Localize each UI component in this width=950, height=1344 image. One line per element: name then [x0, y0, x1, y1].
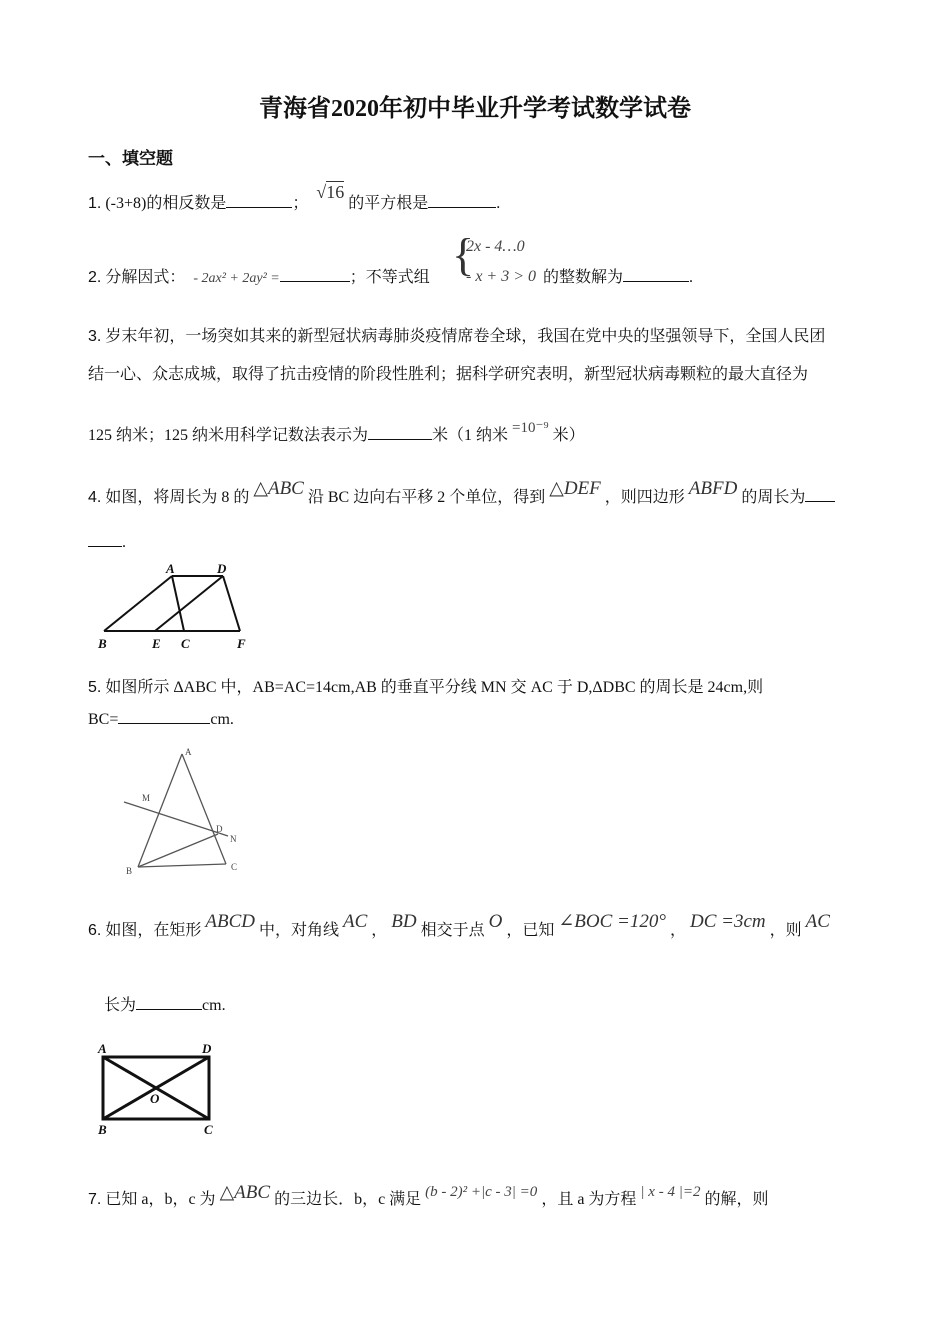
q1-end: .: [496, 195, 501, 212]
question-number: 1.: [88, 195, 102, 212]
rect-abcd: ABCD: [205, 911, 255, 932]
question-number: 5.: [88, 679, 102, 696]
inequality-1: 2x - 4…0: [466, 238, 525, 255]
length-dc: DC =3cm: [689, 911, 766, 932]
question-number: 7.: [88, 1191, 102, 1208]
answer-blank[interactable]: [428, 207, 496, 208]
line-ab: [104, 576, 172, 631]
q6-text-1: 如图，在矩形: [105, 922, 202, 939]
q7-text-2: 的三边长．b，c 满足: [274, 1191, 422, 1208]
q2-tail: [543, 264, 693, 287]
q1-text-2: 的平方根是: [348, 195, 429, 212]
q6-text-5: ，则: [769, 922, 802, 939]
q1-sep: ；: [292, 195, 309, 212]
label-c: C: [204, 1122, 213, 1137]
answer-blank-continued[interactable]: [88, 546, 122, 547]
answer-blank[interactable]: [226, 207, 292, 208]
label-m: M: [142, 793, 151, 803]
question-5-line-1: [88, 674, 763, 697]
q6-text-3: 相交于点: [420, 922, 485, 939]
q2-text-2: 的整数解为: [543, 269, 624, 286]
answer-blank[interactable]: [118, 723, 210, 724]
inequality-2: - x + 3 > 0: [466, 268, 537, 285]
point-o: O: [488, 911, 503, 932]
figure-translation-triangles: [92, 560, 262, 655]
label-e: E: [152, 636, 161, 651]
label-d: D: [216, 824, 223, 834]
q4-line-2: [88, 534, 126, 552]
page-title: 青海省2020年初中毕业升学考试数学试卷: [259, 96, 691, 122]
label-d: D: [202, 1041, 212, 1056]
q3-line-3c: 米）: [552, 427, 585, 444]
condition-expression: (b - 2)² +|c - 3| =0: [425, 1184, 538, 1200]
q3-line-3a: 125 纳米；125 纳米用科学记数法表示为: [88, 427, 369, 444]
q6-comma-2: ，: [669, 922, 686, 939]
q6-unit: cm.: [202, 997, 226, 1014]
question-3-line-3: [88, 422, 585, 445]
q6-text-2: 中，对角线: [258, 922, 339, 939]
diagonal-ac-2: AC: [805, 911, 830, 932]
answer-blank[interactable]: [280, 281, 350, 282]
triangle-def: △DEF: [549, 478, 601, 499]
label-f: F: [237, 636, 246, 651]
sqrt-sign-icon: √: [316, 182, 327, 202]
line-de: [155, 576, 223, 631]
q2-end: .: [689, 269, 694, 286]
question-number: 2.: [88, 269, 102, 286]
label-c: C: [231, 862, 238, 872]
label-n: N: [230, 834, 237, 844]
question-number: 3.: [88, 328, 102, 345]
diagonal-bd: BD: [391, 911, 417, 932]
angle-boc: ∠BOC =120°: [558, 911, 666, 932]
line-bd: [138, 834, 218, 867]
question-3-line-1: [88, 323, 825, 346]
q6-line-2a: 长为: [104, 997, 137, 1014]
question-number: 4.: [88, 489, 102, 506]
q7-text-3: ，且 a 为方程: [541, 1191, 637, 1208]
q2-text-1: 分解因式：: [105, 269, 186, 286]
q4-text-1: 如图，将周长为 8 的: [105, 489, 250, 506]
nano-expression: =10⁻⁹: [512, 420, 549, 436]
line-ab: [138, 754, 182, 867]
factor-expression: - 2ax² + 2ay² =: [193, 271, 280, 286]
question-5-line-2: [88, 711, 234, 729]
label-a: A: [166, 561, 175, 576]
line-mn: [124, 802, 228, 836]
q4-end: .: [122, 534, 126, 551]
diagonal-ac: AC: [342, 911, 368, 932]
answer-blank[interactable]: [136, 1009, 202, 1010]
label-b: B: [98, 1122, 107, 1137]
q2-sep: ；不等式组: [349, 269, 430, 286]
question-number: 6.: [88, 922, 102, 939]
triangle-abc-q7: △ABC: [219, 1182, 271, 1203]
answer-blank[interactable]: [623, 281, 689, 282]
equation-expression: | x - 4 |=2: [640, 1184, 701, 1200]
q4-text-4: 的周长为: [741, 489, 806, 506]
label-b: B: [98, 636, 107, 651]
q3-line-3b: 米（1 纳米: [432, 427, 509, 444]
question-1: [88, 182, 501, 213]
sqrt-arg: 16: [326, 182, 345, 202]
answer-blank[interactable]: [368, 439, 432, 440]
question-6: [88, 911, 830, 941]
q6-comma: ，: [371, 922, 388, 939]
q5-line-1: 如图所示 ΔABC 中，AB=AC=14cm,AB 的垂直平分线 MN 交 AC 于 D,ΔDBC 的周长是 24cm,则: [105, 679, 764, 696]
label-o: O: [150, 1091, 160, 1106]
label-d: D: [217, 561, 227, 576]
question-7: [88, 1182, 769, 1210]
label-a: A: [98, 1041, 107, 1056]
q3-line-2: 结一心、众志成城，取得了抗击疫情的阶段性胜利；据科学研究表明，新型冠状病毒颗粒的最大直径为: [88, 366, 809, 383]
q7-text-4: 的解，则: [704, 1191, 769, 1208]
q5-unit: cm.: [210, 711, 234, 728]
question-2: [88, 264, 430, 287]
q5-text-bc: BC=: [88, 711, 119, 728]
q1-text-1: (-3+8)的相反数是: [105, 195, 227, 212]
q6-text-4: ，已知: [506, 922, 555, 939]
sqrt-expression: [316, 182, 344, 203]
figure-rectangle: [92, 1036, 222, 1141]
label-c: C: [181, 636, 190, 651]
q4-text-3: ，则四边形: [604, 489, 685, 506]
left-brace-icon: {: [452, 229, 475, 280]
section-heading: 一、填空题: [88, 149, 173, 168]
question-6-line-2: [104, 992, 226, 1015]
triangle-abc: △ABC: [253, 478, 304, 499]
line-ac: [182, 754, 226, 864]
label-b: B: [126, 866, 133, 876]
quad-abfd: ABFD: [688, 478, 738, 499]
q7-text-1: 已知 a，b，c 为: [105, 1191, 216, 1208]
q3-line-1: 岁末年初，一场突如其来的新型冠状病毒肺炎疫情席卷全球，我国在党中央的坚强领导下，全国人民团: [105, 328, 826, 345]
answer-blank[interactable]: [805, 501, 835, 502]
line-ac: [172, 576, 184, 631]
q4-text-2: 沿 BC 边向右平移 2 个单位，得到: [307, 489, 546, 506]
line-df: [223, 576, 240, 631]
label-a: A: [185, 747, 192, 757]
question-4: [88, 478, 835, 508]
line-bc: [138, 864, 226, 867]
figure-perpendicular-bisector: [118, 744, 248, 879]
